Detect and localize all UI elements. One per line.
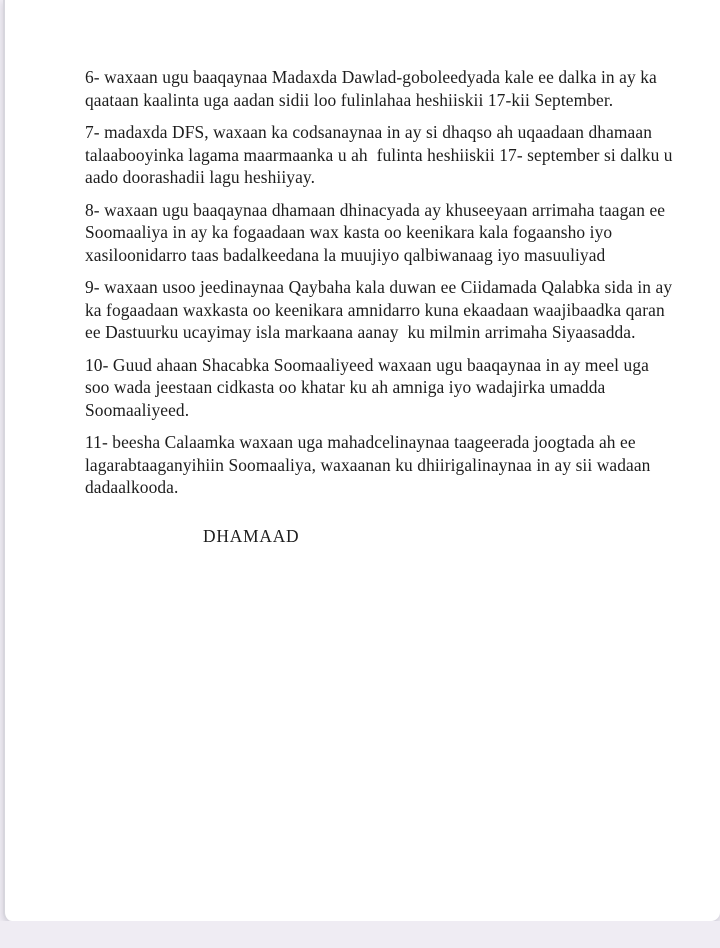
text-line: 8- waxaan ugu baaqaynaa dhamaan dhinacyada ay khuseeyaan arrimaha taagan ee: [85, 199, 666, 220]
text-line: 7- madaxda DFS, waxaan ka codsanaynaa in ay si dhaqso ah uqaadaan dhamaan: [85, 122, 652, 142]
text-line: lagarabtaaganyihiin Soomaaliya, waxaanan ku dhiirigalinaynaa in ay sii wadaan: [85, 454, 651, 475]
document-body: [5, 0, 720, 499]
paragraph: [85, 276, 673, 344]
paragraph: [85, 199, 666, 267]
text-line: 10- Guud ahaan Shacabka Soomaaliyeed waxaan ugu baaqaynaa in ay meel uga: [85, 354, 649, 375]
text-line: ee Dastuurku ucayimay isla markaana aanay ku milmin arrimaha Siyaasadda.: [85, 322, 636, 342]
paragraph: [85, 431, 650, 499]
document-page: [3, 0, 720, 921]
closing-word: DHAMAAD: [203, 525, 300, 546]
text-line: Soomaaliyeed.: [85, 399, 190, 420]
text-line: xasiloonidarro taas badalkeedana la muujiyo qalbiwanaag iyo masuuliyad: [85, 244, 606, 265]
text-line: ka fogaadaan waxkasta oo keenikara amnidarro kuna ekaadaan waajibaadka qaran: [85, 299, 665, 320]
text-line: aado doorashadii lagu heshiiyay.: [85, 167, 316, 187]
paragraph: [85, 354, 650, 422]
text-line: Soomaaliya in ay ka fogaadaan wax kasta oo keenikara kala fogaansho iyo: [85, 222, 613, 242]
page-bottom-gap: [0, 921, 720, 948]
paragraph: [85, 121, 673, 189]
text-line: soo wada jeestaan cidkasta oo khatar ku ah amniga iyo wadajirka umadda: [85, 377, 606, 397]
text-line: 6- waxaan ugu baaqaynaa Madaxda Dawlad-goboleedyada kale ee dalka in ay ka: [85, 67, 657, 87]
text-line: 11- beesha Calaamka waxaan uga mahadcelinaynaa taageerada joogtada ah ee: [85, 432, 636, 452]
paragraph: [85, 66, 657, 111]
text-line: dadaalkooda.: [85, 477, 179, 497]
text-line: 9- waxaan usoo jeedinaynaa Qaybaha kala duwan ee Ciidamada Qalabka sida in ay: [85, 277, 673, 297]
text-line: qaataan kaalinta uga aadan sidii loo fulinlahaa heshiiskii 17-kii September.: [85, 89, 614, 110]
text-line: talaabooyinka lagama maarmaanka u ah fulinta heshiiskii 17- september si dalku u: [85, 144, 673, 165]
